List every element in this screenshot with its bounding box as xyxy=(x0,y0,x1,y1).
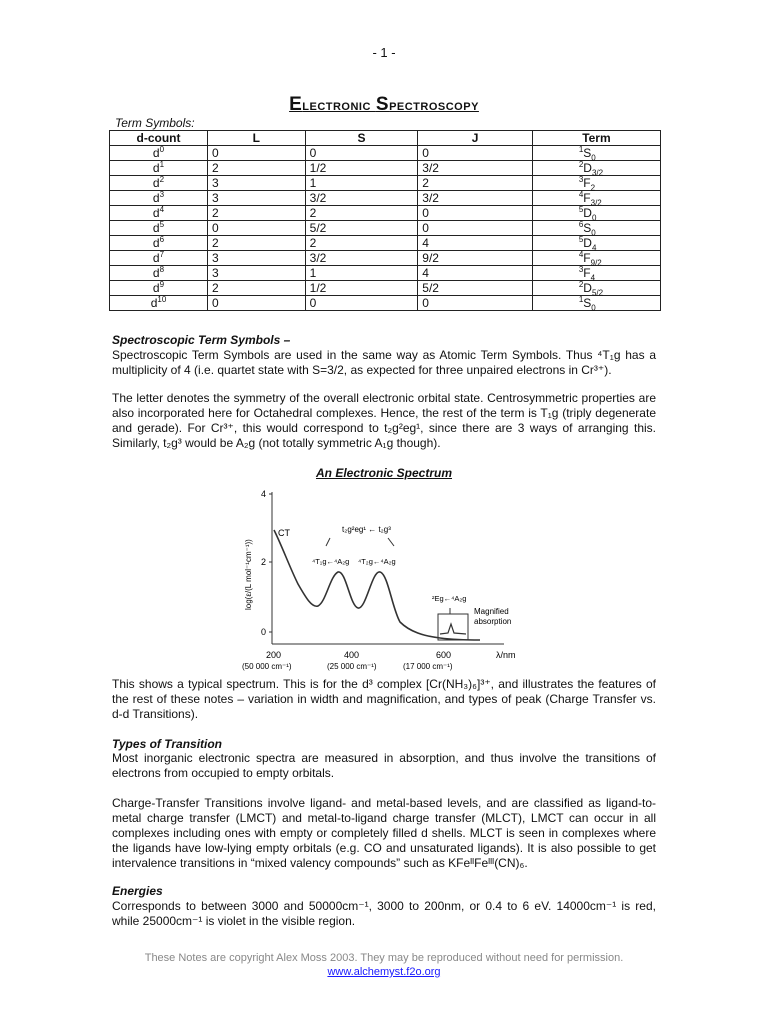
heading-energies: Energies xyxy=(112,884,163,898)
page-number: - 1 - xyxy=(372,45,396,60)
magnified-box xyxy=(438,614,468,640)
cell-s: 0 xyxy=(305,296,418,311)
header-j: J xyxy=(418,131,533,146)
paragraph-term-symbols-2: The letter denotes the symmetry of the overall electronic orbital state. Centrosymmetric properties are also incorporated here for Octahedral complexes. Hence, the rest of the term is T₁g (triply degenerate and gerade). For Cr³⁺, this would correspond to t₂g²eg¹, since there are 3 ways of arranging this. Similarly, t₂g³ would be A₂g (not totally symmetric A₁g though). xyxy=(112,391,656,450)
table-row xyxy=(110,281,661,296)
x-tick-wn-2: (25 000 cm⁻¹) xyxy=(327,662,377,671)
cell-term: $^5D_0$ xyxy=(532,206,660,221)
cell-d-count: $d^2$ xyxy=(110,176,208,191)
cell-s: 0 xyxy=(305,146,418,161)
cell-d-count: $d^9$ xyxy=(110,281,208,296)
cell-l: 3 xyxy=(208,251,306,266)
cell-term: $^6S_0$ xyxy=(532,221,660,236)
cell-term: $^1S_0$ xyxy=(532,146,660,161)
cell-j: 3/2 xyxy=(418,161,533,176)
footer-link[interactable]: www.alchemyst.f2o.org xyxy=(327,966,441,978)
cell-d-count: $d^8$ xyxy=(110,266,208,281)
cell-l: 2 xyxy=(208,236,306,251)
table-header-row xyxy=(110,131,661,146)
paragraph-spectrum: This shows a typical spectrum. This is for the d³ complex [Cr(NH₃)₆]³⁺, and illustrates the features of the rest of these notes – variation in width and magnification, and types of peak (Charge Transfer vs. d-d Transitions). xyxy=(112,677,656,721)
electronic-spectrum-figure xyxy=(234,480,534,674)
table-row xyxy=(110,221,661,236)
label-magnified: Magnified xyxy=(474,607,509,616)
header-d-count: d-count xyxy=(110,131,208,146)
cell-s: 5/2 xyxy=(305,221,418,236)
cell-l: 3 xyxy=(208,266,306,281)
cell-d-count: $d^4$ xyxy=(110,206,208,221)
label-band3: ²Eg←⁴A₂g xyxy=(432,594,467,603)
cell-j: 0 xyxy=(418,146,533,161)
cell-s: 1 xyxy=(305,266,418,281)
x-tick-600: 600 xyxy=(436,650,452,660)
cell-j: 0 xyxy=(418,221,533,236)
cell-l: 2 xyxy=(208,206,306,221)
header-l: L xyxy=(208,131,306,146)
cell-s: 1/2 xyxy=(305,281,418,296)
y-tick-4: 4 xyxy=(261,489,267,499)
footer-copyright: These Notes are copyright Alex Moss 2003. They may be reproduced without need for permission. xyxy=(144,952,624,964)
x-axis-unit: λ/nm xyxy=(496,650,516,660)
cell-l: 0 xyxy=(208,146,306,161)
cell-d-count: $d^{10}$ xyxy=(110,296,208,311)
cell-s: 1 xyxy=(305,176,418,191)
cell-j: 0 xyxy=(418,296,533,311)
cell-j: 4 xyxy=(418,236,533,251)
paragraph-transition-1: Most inorganic electronic spectra are measured in absorption, and thus involve the transitions of electrons from occupied to empty orbitals. xyxy=(112,751,656,780)
table-row xyxy=(110,161,661,176)
table-row xyxy=(110,176,661,191)
label-band2: ⁴T₂g←⁴A₂g xyxy=(358,557,396,566)
x-tick-wn-3: (17 000 cm⁻¹) xyxy=(403,662,453,671)
label-absorption: absorption xyxy=(474,617,512,626)
y-tick-0: 0 xyxy=(261,627,267,637)
cell-term: $^1S_0$ xyxy=(532,296,660,311)
x-tick-200: 200 xyxy=(266,650,282,660)
label-config: t₂g²eg¹ ← t₂g³ xyxy=(342,525,391,534)
cell-s: 3/2 xyxy=(305,191,418,206)
cell-d-count: $d^7$ xyxy=(110,251,208,266)
cell-term: $^4F_{9/2}$ xyxy=(532,251,660,266)
cell-j: 2 xyxy=(418,176,533,191)
spectrum-curve xyxy=(274,530,480,640)
cell-term: $^2D_{5/2}$ xyxy=(532,281,660,296)
cell-j: 3/2 xyxy=(418,191,533,206)
spectrum-title: An Electronic Spectrum xyxy=(315,466,453,480)
cell-j: 0 xyxy=(418,206,533,221)
cell-l: 2 xyxy=(208,281,306,296)
cell-term: $^4F_{3/2}$ xyxy=(532,191,660,206)
y-tick-2: 2 xyxy=(261,557,267,567)
label-ct: CT xyxy=(278,528,290,538)
cell-s: 2 xyxy=(305,236,418,251)
cell-d-count: $d^3$ xyxy=(110,191,208,206)
cell-d-count: $d^5$ xyxy=(110,221,208,236)
cell-d-count: $d^0$ xyxy=(110,146,208,161)
paragraph-term-symbols-1: Spectroscopic Term Symbols are used in the same way as Atomic Term Symbols. Thus ⁴T₁g has a multiplicity of 4 (i.e. quartet state with S=3/2, as expected for three unpaired electrons in Cr³⁺). xyxy=(112,348,656,377)
y-axis-label: log(ε/(L mol⁻¹cm⁻¹)) xyxy=(244,539,253,610)
table-caption: Term Symbols: xyxy=(115,116,195,130)
x-tick-wn-1: (50 000 cm⁻¹) xyxy=(242,662,292,671)
cell-l: 0 xyxy=(208,296,306,311)
x-tick-400: 400 xyxy=(344,650,360,660)
cell-term: $^3F_4$ xyxy=(532,266,660,281)
cell-d-count: $d^6$ xyxy=(110,236,208,251)
table-row xyxy=(110,296,661,311)
cell-l: 3 xyxy=(208,176,306,191)
cell-j: 9/2 xyxy=(418,251,533,266)
cell-l: 0 xyxy=(208,221,306,236)
heading-types-of-transition: Types of Transition xyxy=(112,737,223,751)
table-row xyxy=(110,251,661,266)
paragraph-energies: Corresponds to between 3000 and 50000cm⁻¹, 3000 to 200nm, or 0.4 to 6 eV. 14000cm⁻¹ is red, while 25000cm⁻¹ is violet in the visible region. xyxy=(112,899,656,928)
cell-s: 1/2 xyxy=(305,161,418,176)
cell-l: 2 xyxy=(208,161,306,176)
table-row xyxy=(110,191,661,206)
paragraph-transition-2: Charge-Transfer Transitions involve ligand- and metal-based levels, and are classified as ligand-to-metal charge transfer (LMCT) and metal-to-ligand charge transfer (MLCT), LMCT can occur in all complexes including ones with empty or completely filled d shells. MLCT is seen in complexes where the ligands have low-lying empty orbitals (e.g. CO and unsaturated ligands). It is also possible to get intervalence transitions in “mixed valency compounds” such as KFeᴵᴵFeᴵᴵᴵ(CN)₆. xyxy=(112,796,656,870)
label-band1: ⁴T₁g←⁴A₂g xyxy=(312,557,350,566)
cell-s: 3/2 xyxy=(305,251,418,266)
table-row xyxy=(110,236,661,251)
cell-term: $^3F_2$ xyxy=(532,176,660,191)
header-s: S xyxy=(305,131,418,146)
heading-term-symbols: Spectroscopic Term Symbols – xyxy=(112,333,291,347)
term-symbols-table xyxy=(109,130,661,311)
page-title: Electronic Spectroscopy xyxy=(289,94,479,115)
cell-term: $^2D_{3/2}$ xyxy=(532,161,660,176)
table-row xyxy=(110,206,661,221)
magnified-peak xyxy=(440,624,466,634)
cell-term: $^5D_4$ xyxy=(532,236,660,251)
table-row xyxy=(110,146,661,161)
cell-d-count: $d^1$ xyxy=(110,161,208,176)
table-row xyxy=(110,266,661,281)
cell-l: 3 xyxy=(208,191,306,206)
cell-j: 4 xyxy=(418,266,533,281)
cell-j: 5/2 xyxy=(418,281,533,296)
header-term: Term xyxy=(532,131,660,146)
cell-s: 2 xyxy=(305,206,418,221)
